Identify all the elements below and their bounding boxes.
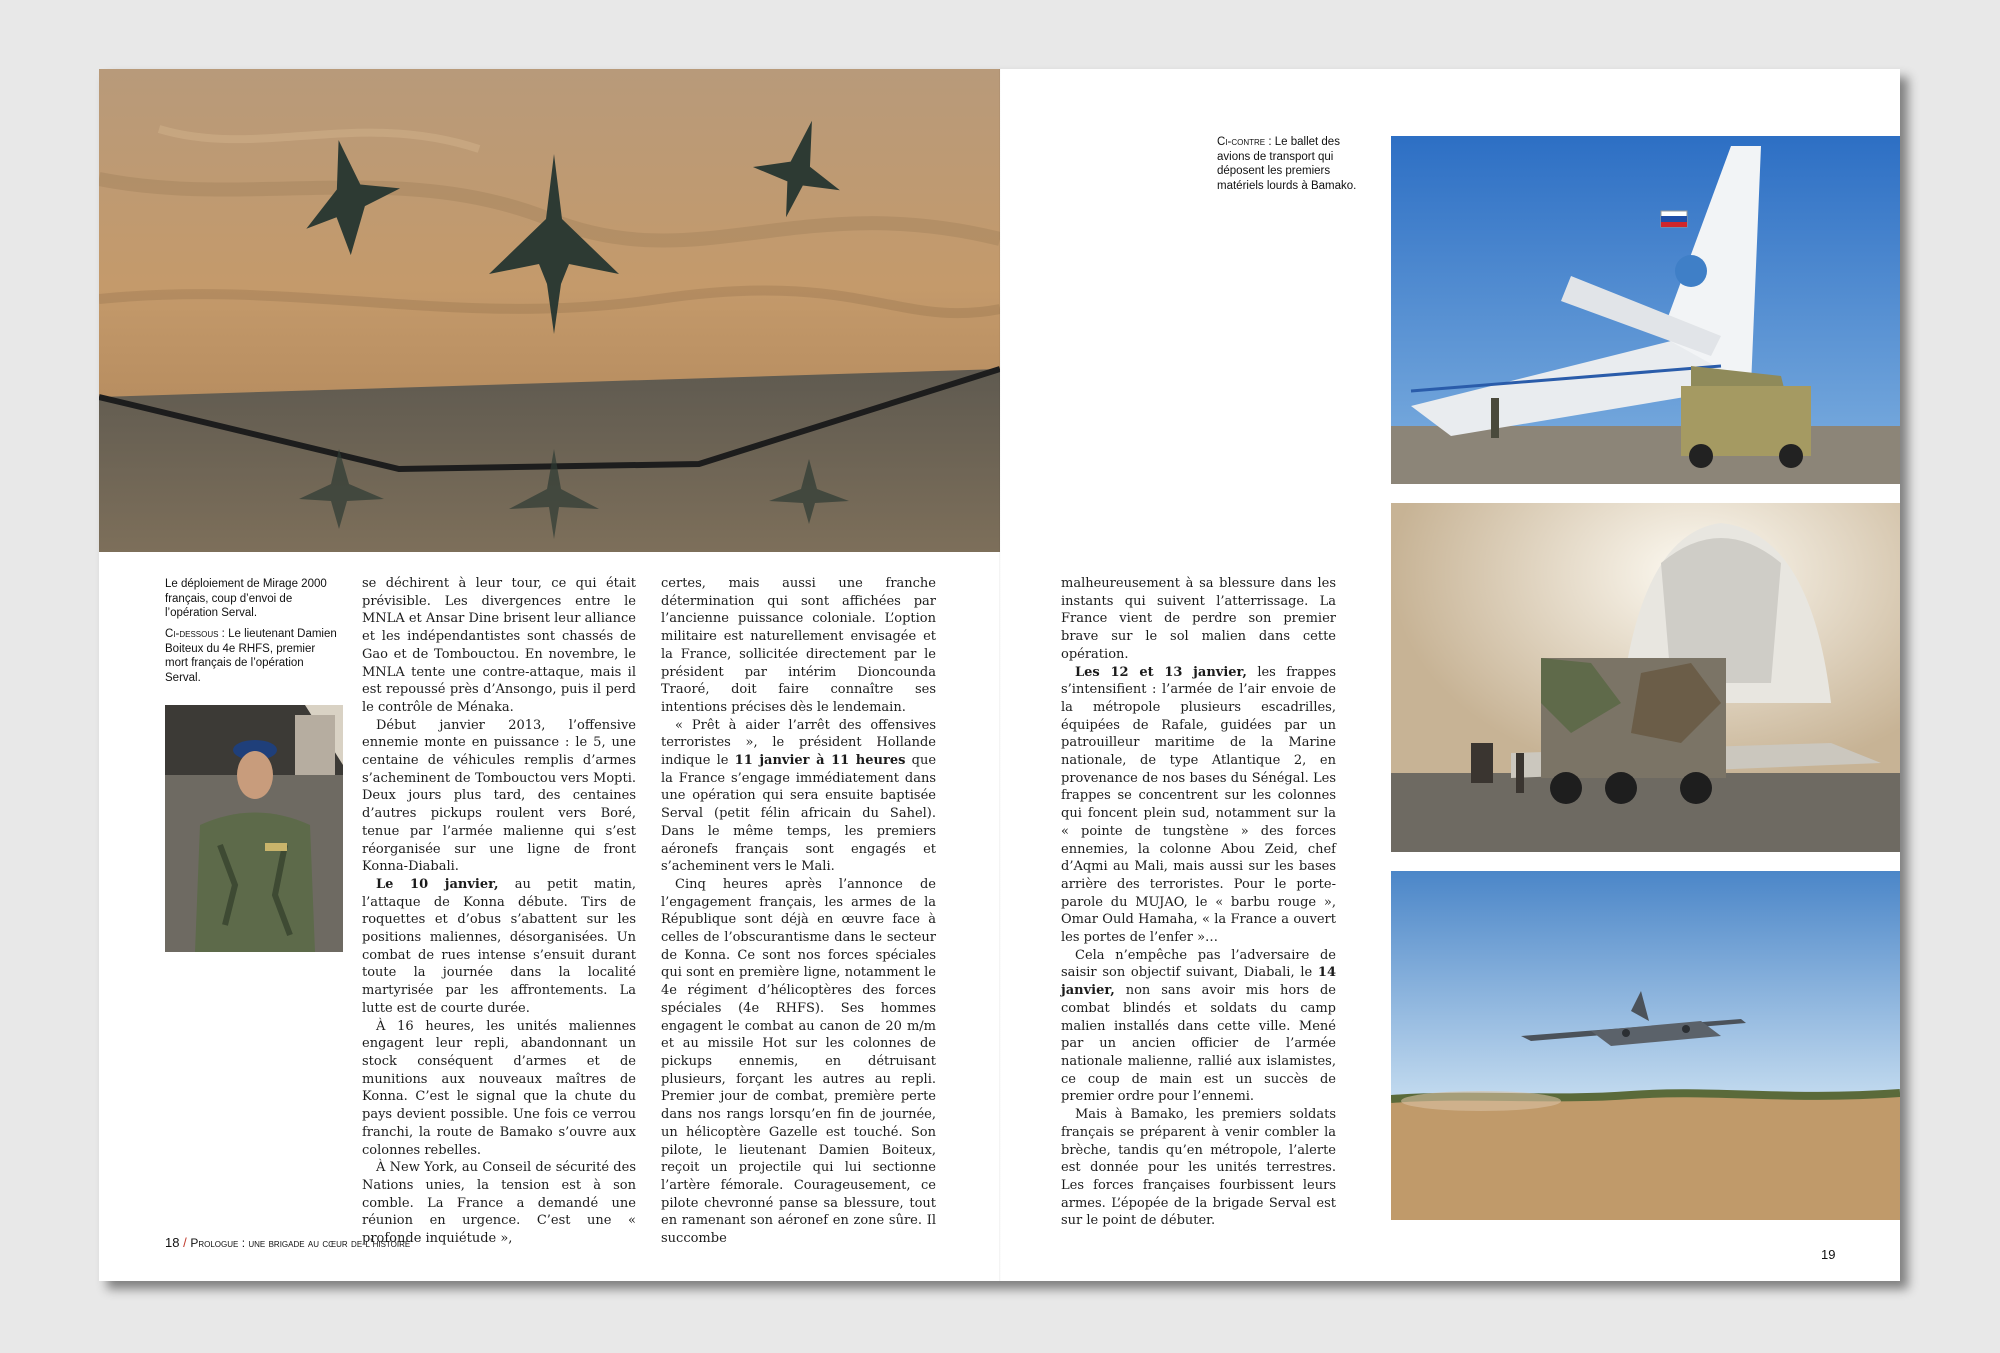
text-column-3 (1061, 575, 1336, 1230)
folio-left (165, 1235, 410, 1250)
running-title: Prologue : une brigade au cœur de l’histoire (190, 1236, 411, 1250)
paragraph: « Prêt à aider l’arrêt des offensives terroristes », le président Hollande indique le 11 janvier à 11 heures que la France s’engage immédiatement dans une opération qui sera ensuite baptisée Serval (petit félin africain du Sahel). Dans le même temps, les premiers aéronefs français sont engagés et s’acheminent vers le Mali. (661, 717, 937, 875)
paragraph: Les 12 et 13 janvier, les frappes s’intensifient : l’armée de l’air envoie de la métropole plusieurs escadrilles, équipées de Rafale, guidées par un patrouilleur maritime de la Marine nationale, de type Atlantique 2, en provenance de nos bases du Sénégal. Les frappes se concentrent sur les colonnes qui foncent plein sud, notamment sur la « pointe de tungstène » des forces ennemies, la colonne Abou Zeid, chef d’Aqmi au Mali, mais aussi sur les bases arrière des terroristes. Pour le porte-parole du MUJAO, le « barbu rouge », Omar Ould Hamaha, « la France a ouvert les portes de l’enfer »… (1061, 664, 1336, 946)
text-column-1 (362, 575, 636, 1248)
caption-label: Ci-contre : (1217, 136, 1272, 148)
paragraph: se déchirent à leur tour, ce qui était prévisible. Les divergences entre le MNLA et Ansar Dine brisent leur alliance et les indépendantistes sont chassés de Gao et de Tombouctou. En novembre, le MNLA tente une contre-attaque, mais il est repoussé près d’Ansongo, puis il perd le contrôle de Ménaka. (362, 576, 636, 715)
page-fold (999, 69, 1001, 1281)
caption-boiteux: Ci-dessous : Le lieutenant Damien Boiteux du 4e RHFS, premier mort français de l’opération Serval. (165, 628, 337, 684)
portrait-photo-boiteux (165, 705, 343, 952)
paragraph: Mais à Bamako, les premiers soldats français se préparent à venir combler la brèche, tandis qu’en métropole, l’alerte est donnée pour les unités terrestres. Les forces françaises fourbissent leurs armes. L’épopée de la brigade Serval est sur le point de débuter. (1061, 1107, 1336, 1229)
text-column-2 (661, 575, 936, 1248)
folio-separator: / (183, 1235, 187, 1250)
page-number: 18 (165, 1235, 180, 1250)
paragraph: Début janvier 2013, l’offensive ennemie monte en puissance : le 5, une centaine de véhicules remplis d’armes s’acheminent de Tombouctou vers Mopti. Deux jours plus tard, des centaines d’autres pickups roulent vers Boré, tenue par l’armée malienne qui s’est réorganisée sur une ligne de front Konna-Diabali. (362, 717, 636, 875)
paragraph: Le 10 janvier, au petit matin, l’attaque de Konna débute. Tirs de roquettes et d’obus s’abattent sur les positions maliennes, désorganisées. Un combat de rues intense s’ensuit durant toute la journée dans la localité martyrisée par les affrontements. La lutte est de courte durée. (362, 876, 636, 1016)
paragraph: Cela n’empêche pas l’adversaire de saisir son objectif suivant, Diabali, le 14 janvier, non sans avoir mis hors de combat blindés et soldats du camp malien installés dans cette ville. Mené par un ancien officier de l’armée nationale malienne, rallié aux islamistes, ce coup de main est un succès de premier ordre pour l’ennemi. (1061, 947, 1337, 1105)
photo-transall-landing (1391, 871, 1900, 1220)
paragraph: À New York, au Conseil de sécurité des Nations unies, la tension est à son comble. La France a demandé une réunion en urgence. C’est une « profonde inquiétude », (362, 1160, 636, 1247)
caption-label: Ci-dessous : (165, 628, 225, 640)
paragraph: malheureusement à sa blessure dans les instants qui suivent l’atterrissage. La France vient de perdre son premier brave sur le sol malien dans cette opération. (1061, 576, 1336, 662)
page-number: 19 (1821, 1247, 1836, 1262)
photo-antonov-tail (1391, 136, 1900, 484)
magazine-spread (99, 69, 1900, 1281)
caption-transport: Ci-contre : Le ballet des avions de transport qui déposent les premiers matériels lourds à Bamako. (1217, 136, 1357, 192)
folio-right (1821, 1247, 1835, 1262)
paragraph: Cinq heures après l’annonce de l’engagement français, les armes de la République sont déjà en œuvre face à celles de l’obscurantisme dans le secteur de Konna. Ce sont nos forces spéciales qui sont en première ligne, notamment le 4e régiment d’hélicoptères des forces spéciales (4e RHFS). Ses hommes engagent le combat au canon de 20 m/m et au missile Hot sur les colonnes de pickups ennemis, en détruisant plusieurs, forçant les autres au repli. Premier jour de combat, première perte dans nos rangs lorsqu’en fin de journée, un hélicoptère Gazelle est touché. Son pilote, le lieutenant Damien Boiteux, reçoit un projectile qui lui sectionne l’artère fémorale. Courageusement, ce pilote chevronné panse sa blessure, tout en ramenant son aéronef en zone sûre. Il succombe (661, 876, 936, 1247)
photo-antonov-nose-loading (1391, 503, 1900, 852)
caption-mirage: Le déploiement de Mirage 2000 français, coup d’envoi de l’opération Serval. (165, 578, 327, 619)
paragraph: certes, mais aussi une franche détermination qui sont affichées par l’ancienne puissance coloniale. L’option militaire est naturellement envisagée et la France, sollicitée directement par le président par intérim Dioncounda Traoré, doit faire connaître ses intentions précises dès le lendemain. (661, 576, 936, 715)
hero-photo-mirage-formation (99, 69, 1000, 552)
paragraph: À 16 heures, les unités maliennes engagent leur repli, abandonnant un stock conséquent d’armes et de munitions aux nouveaux maîtres de Konna. C’est le signal que la chute du pays devient possible. Une fois ce verrou franchi, la route de Bamako s’ouvre aux colonnes rebelles. (362, 1018, 636, 1158)
